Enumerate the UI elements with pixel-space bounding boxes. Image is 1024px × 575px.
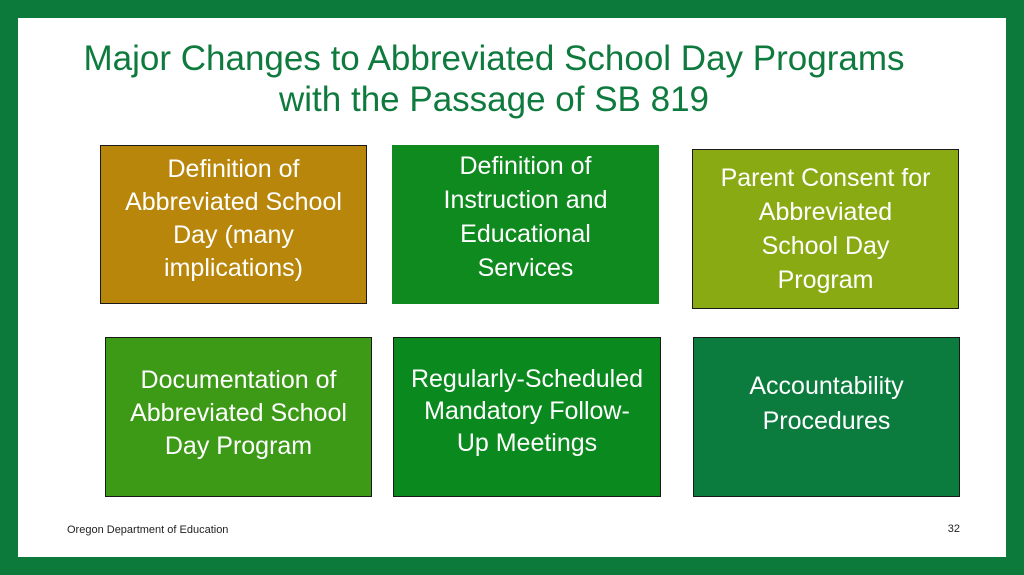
title-line-2: with the Passage of SB 819 <box>279 80 709 119</box>
footer-organization: Oregon Department of Education <box>67 524 229 536</box>
box-2-line-2: Instruction and <box>443 185 608 214</box>
box-3-line-2: Abbreviated <box>758 198 893 226</box>
box-3-line-4: Program <box>777 266 874 294</box>
box-5-line-1: Regularly-Scheduled <box>410 365 644 393</box>
box-2-line-4: Services <box>477 253 574 282</box>
slide-title <box>0 38 1006 120</box>
box-definition-abbreviated-school-day <box>100 145 367 304</box>
box-2-line-3: Educational <box>460 219 591 248</box>
box-parent-consent <box>692 149 959 309</box>
box-2-line-1: Definition of <box>459 151 592 180</box>
box-6-line-2: Procedures <box>762 407 891 435</box>
page-number: 32 <box>947 523 960 535</box>
box-5-line-3: Up Meetings <box>456 429 598 457</box>
box-3-line-1: Parent Consent for <box>720 164 931 192</box>
box-1-line-3: Day (many <box>173 220 294 249</box>
box-4-line-2: Abbreviated School <box>130 398 347 427</box>
box-4-line-3: Day Program <box>164 431 313 460</box>
box-follow-up-meetings <box>393 337 661 497</box>
box-3-line-3: School Day <box>761 232 890 260</box>
box-4-line-1: Documentation of <box>140 365 337 394</box>
box-1-line-2: Abbreviated School <box>125 187 342 216</box>
box-definition-instruction <box>392 145 659 304</box>
box-documentation <box>105 337 372 497</box>
box-1-line-4: implications) <box>164 253 303 282</box>
box-5-line-2: Mandatory Follow- <box>424 397 630 425</box>
box-1-line-1: Definition of <box>167 154 300 183</box>
box-6-line-1: Accountability <box>749 372 904 400</box>
box-accountability <box>693 337 960 497</box>
title-line-1: Major Changes to Abbreviated School Day Programs <box>83 39 905 78</box>
